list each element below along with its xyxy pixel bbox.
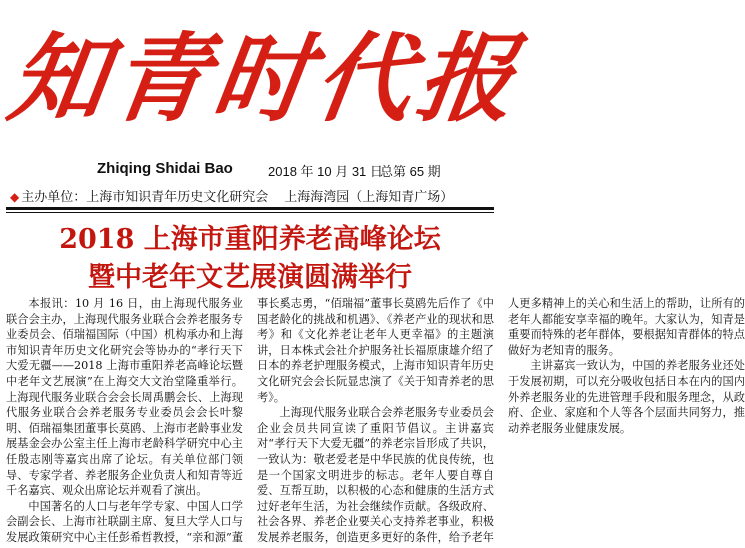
headline-line-2: 暨中老年文艺展演圆满举行 xyxy=(88,262,412,293)
headline xyxy=(0,221,500,297)
issue-number: 总第 65 期 xyxy=(380,164,441,179)
newspaper-title: 知青时代报 xyxy=(2,22,529,135)
sponsor-primary: 主办单位：上海市知识青年历史文化研究会 xyxy=(21,189,269,204)
masthead-subline xyxy=(0,160,500,182)
pinyin-title: Zhiqing Shidai Bao xyxy=(97,160,233,177)
article-paragraph: 主讲嘉宾一致认为，中国的养老服务业还处于发展初期，可以充分吸收包括日本在内的国内外养老服务业的先进管理手段和服务理念，从政府、企业、家庭和个人等各个层面共同努力，推动养老服务业健康发展。 xyxy=(508,359,745,435)
article-body xyxy=(6,296,745,548)
article-paragraph: 本报讯：10 月 16 日，由上海现代服务业联合会主办，上海现代服务业联合会养老服务专业委员会、佰瑞福国际（中国）机构承办和上海市知识青年历史文化研究会等协办的“孝行天下大爱无疆——2018 上海市重阳养老高峰论坛暨中老年文艺展演”在上海交大文治堂隆重举行。上海现代服务业联合会会长周禹鹏会长、上海现代服务业联合会养老服务专业委员会会长叶黎明、佰瑞福集团董事长莫鸥、上海市老龄事业发展基金会办公室主任上海市老龄科学研究中心主任殷志刚等嘉宾出席了论坛。有关单位部门领导、专家学者、养老服务企业负责人和知青等近千名嘉宾、观众出席论坛并观看了演出。 xyxy=(6,297,243,498)
sponsor-line xyxy=(10,186,490,204)
article-paragraph: 上海现代服务业联合会养老服务专业委员会企业会员共同宣读了重阳节倡议。主讲嘉宾对“孝行天下大爱无疆”的养老宗旨形成了共识，一致认为：敬老爱老是中华民族的优良传统，也是一个国家文明进步的标志。老年人要自尊自爱、互帮互助，以积极的心态和健康的生活方式过好老年生活，为社会继续作贡献。各级政府、社会各界、养老企业要关心支持养老事业，积极发展养老服务，创造更多更好的条件，给予老年人更多精神上的关心和生活上的帮助，让所有的老年人都能安享幸福的晚年。大家认为，知青是重要而特殊的老年群体，要根据知青群体的特点做好为老知青的服务。 xyxy=(257,297,745,544)
header-rule-thick xyxy=(6,207,494,210)
masthead xyxy=(0,0,529,168)
sponsor-secondary: 上海海湾园（上海知青广场） xyxy=(284,189,454,204)
headline-line-1: 2018 上海市重阳养老高峰论坛 xyxy=(59,224,441,255)
issue-date: 2018 年 10 月 31 日 xyxy=(268,164,383,179)
article-paragraph: 中国著名的人口与老年学专家、中国人口学会副会长、上海市社联副主席、复旦大学人口与发展政策研究中心主任彭希哲教授，“亲和源”董事长奚志勇，“佰瑞福”董事长莫鸥先后作了《中国老龄化的挑战和机遇》、《养老产业的现状和思考》和《文化养老让老年人更幸福》的主题演讲，日本株式会社介护服务社长福原康雄介绍了日本的养老护理服务模式，上海市知识青年历史文化研究会会长阮显忠演了《关于知青养老的思考》。 xyxy=(6,297,494,544)
bullet-icon: ◆ xyxy=(10,190,20,204)
header-rule-thin xyxy=(6,212,494,213)
